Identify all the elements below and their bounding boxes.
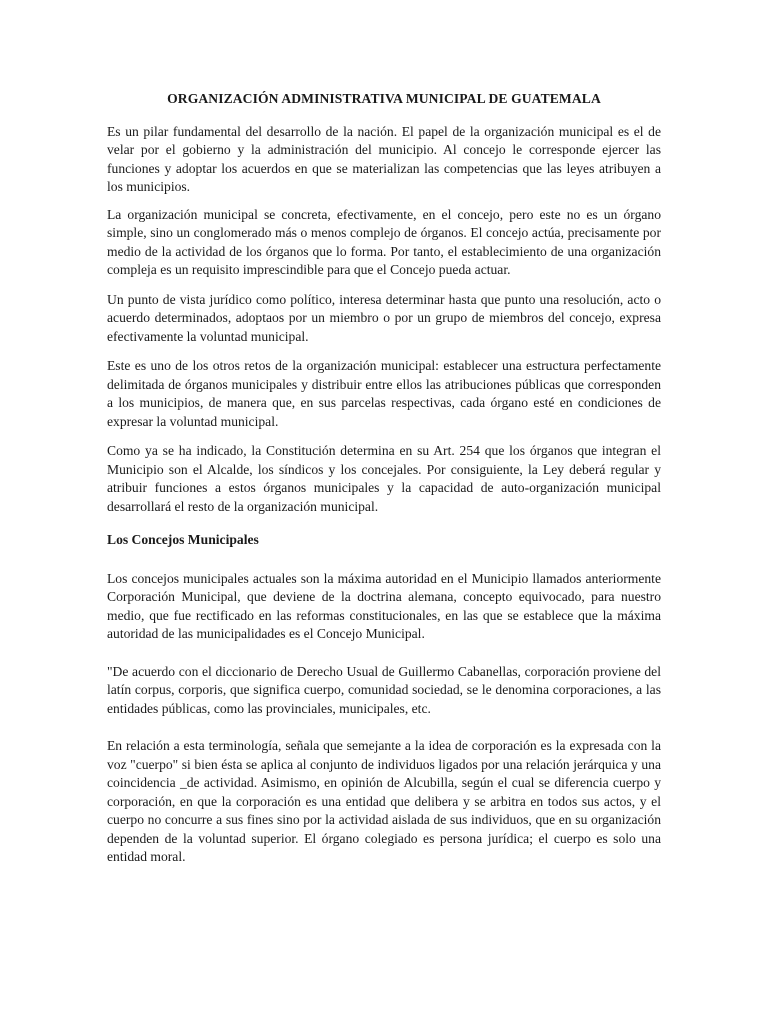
paragraph-4: Este es uno de los otros retos de la organización municipal: establecer una estructura perfectamente delimitada de órganos municipales y distribuir entre ellos las atribuciones públicas que corresponden a los municipios, de manera que, en sus parcelas respectivas, cada órgano esté en condiciones de expresar la voluntad municipal. [107,358,661,429]
section-paragraph-3: En relación a esta terminología, señala que semejante a la idea de corporación es la expresada con la voz "cuerpo" si bien ésta se aplica al conjunto de individuos ligados por una relación jerárquica y una coincidencia _de actividad. Asimismo, en opinión de Alcubilla, según el cual se diferencia cuerpo y corporación, en que la corporación es una entidad que delibera y se arbitra en todos sus actos, y el cuerpo no concurre a sus fines sino por la actividad aislada de sus individuos, que en su organización dependen de la voluntad superior. El órgano colegiado es persona jurídica; el cuerpo es solo una entidad moral. [107,738,661,864]
document-title: ORGANIZACIÓN ADMINISTRATIVA MUNICIPAL DE GUATEMALA [167,91,601,106]
document-page [107,90,661,878]
paragraph-5: Como ya se ha indicado, la Constitución determina en su Art. 254 que los órganos que integran el Municipio son el Alcalde, los síndicos y los concejales. Por consiguiente, la Ley deberá regular y atribuir funciones a estos órganos municipales y la capacidad de auto-organización municipal desarrollará el resto de la organización municipal. [107,443,661,514]
paragraph-3: Un punto de vista jurídico como político, interesa determinar hasta que punto una resolución, acto o acuerdo determinados, adoptaos por un miembro o por un grupo de miembros del concejo, expresa efectivamente la voluntad municipal. [107,291,661,344]
paragraph-2: La organización municipal se concreta, efectivamente, en el concejo, pero este no es un órgano simple, sino un conglomerado más o menos complejo de órganos. El concejo actúa, precisamente por medio de la actividad de los órganos que lo forma. Por tanto, el establecimiento de una organización compleja es un requisito imprescindible para que el Concejo pueda actuar. [107,206,661,277]
section-heading: Los Concejos Municipales [107,532,259,547]
section-paragraph-1: Los concejos municipales actuales son la máxima autoridad en el Municipio llamados anteriormente Corporación Municipal, que deviene de la doctrina alemana, concepto equivocado, para nuestro medio, que fue rectificado en las reformas constitucionales, en las que se establece que la máxima autoridad de las municipalidades es el Concejo Municipal. [107,570,661,641]
section-paragraph-2: "De acuerdo con el diccionario de Derecho Usual de Guillermo Cabanellas, corporación proviene del latín corpus, corporis, que significa cuerpo, comunidad sociedad, se le denomina corporaciones, a las entidades públicas, como las provinciales, municipales, etc. [107,663,661,716]
paragraph-1: Es un pilar fundamental del desarrollo de la nación. El papel de la organización municipal es el de velar por el gobierno y la administración del municipio. Al concejo le corresponde ejercer las funciones y adoptar los acuerdos en que se materializan las competencias que las leyes atribuyen a los municipios. [107,123,661,194]
